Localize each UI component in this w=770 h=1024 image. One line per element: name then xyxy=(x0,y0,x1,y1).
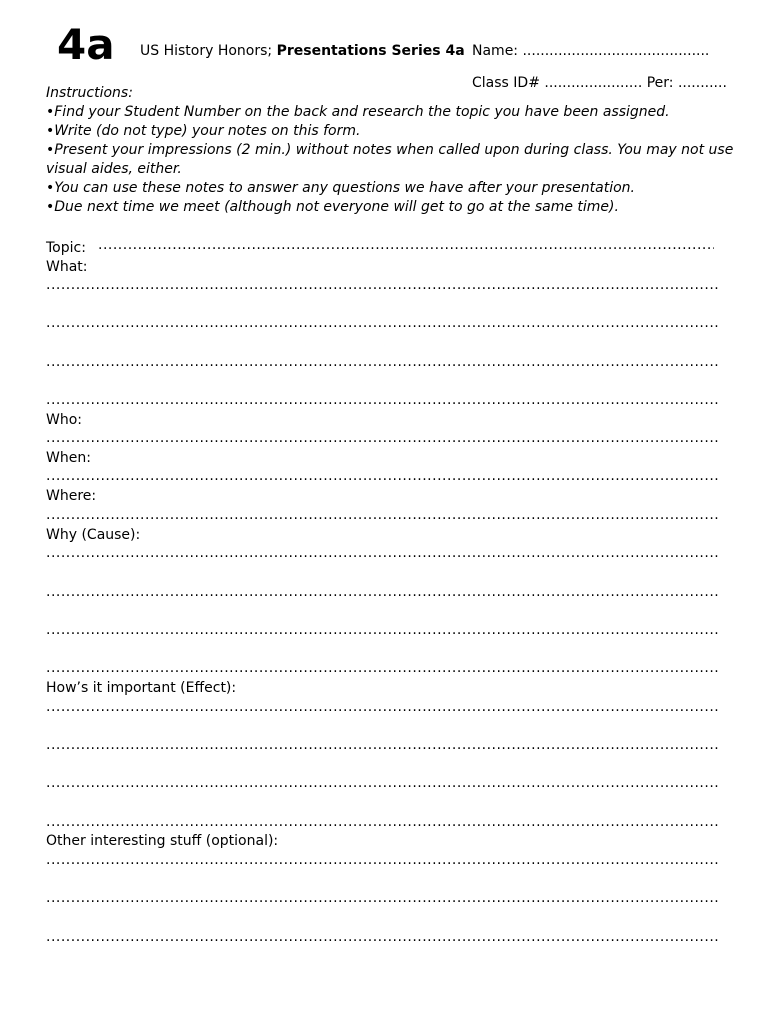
where-line[interactable] xyxy=(46,505,718,525)
other-label: Other interesting stuff (optional): xyxy=(46,833,279,849)
why-label: Why (Cause): xyxy=(46,527,141,543)
when-line[interactable] xyxy=(46,466,718,486)
importance-line-1[interactable] xyxy=(46,697,718,717)
instruction-item: •Find your Student Number on the back and research the topic you have been assigned. xyxy=(46,104,670,120)
instruction-item: •Due next time we meet (although not everyone will get to go at the same time). xyxy=(46,199,619,215)
other-line-1[interactable] xyxy=(46,850,718,870)
what-line-2[interactable] xyxy=(46,313,718,333)
instruction-item: •You can use these notes to answer any questions we have after your presentation. xyxy=(46,180,635,196)
importance-line-3[interactable] xyxy=(46,773,718,793)
name-field[interactable]: Name: .......................................... xyxy=(472,43,710,59)
series-number: 4a xyxy=(57,20,115,69)
importance-label: How’s it important (Effect): xyxy=(46,680,237,696)
series-title: Presentations Series 4a xyxy=(276,43,465,59)
topic-line[interactable] xyxy=(98,235,714,255)
why-line-1[interactable] xyxy=(46,543,718,563)
what-line-4[interactable] xyxy=(46,390,718,410)
instructions-heading: Instructions: xyxy=(46,85,133,101)
course-name: US History Honors; xyxy=(140,43,273,59)
where-label: Where: xyxy=(46,488,97,504)
what-line-1[interactable] xyxy=(46,275,718,295)
course-title xyxy=(140,41,465,61)
other-line-2[interactable] xyxy=(46,888,718,908)
importance-line-4[interactable] xyxy=(46,812,718,832)
what-line-3[interactable] xyxy=(46,352,718,372)
when-label: When: xyxy=(46,450,91,466)
instructions-block xyxy=(46,84,746,217)
topic-label: Topic: xyxy=(46,240,86,256)
why-line-3[interactable] xyxy=(46,620,718,640)
why-line-2[interactable] xyxy=(46,582,718,602)
other-line-3[interactable] xyxy=(46,927,718,947)
instruction-item: •Write (do not type) your notes on this form. xyxy=(46,123,361,139)
instruction-item: •Present your impressions (2 min.) without notes when called upon during class. You may not use visual aides, either. xyxy=(46,142,734,177)
class-id-period-field[interactable]: Class ID# ...................... Per: ........... xyxy=(472,75,727,91)
what-label: What: xyxy=(46,259,88,275)
who-line[interactable] xyxy=(46,428,718,448)
who-label: Who: xyxy=(46,412,82,428)
why-line-4[interactable] xyxy=(46,658,718,678)
importance-line-2[interactable] xyxy=(46,735,718,755)
